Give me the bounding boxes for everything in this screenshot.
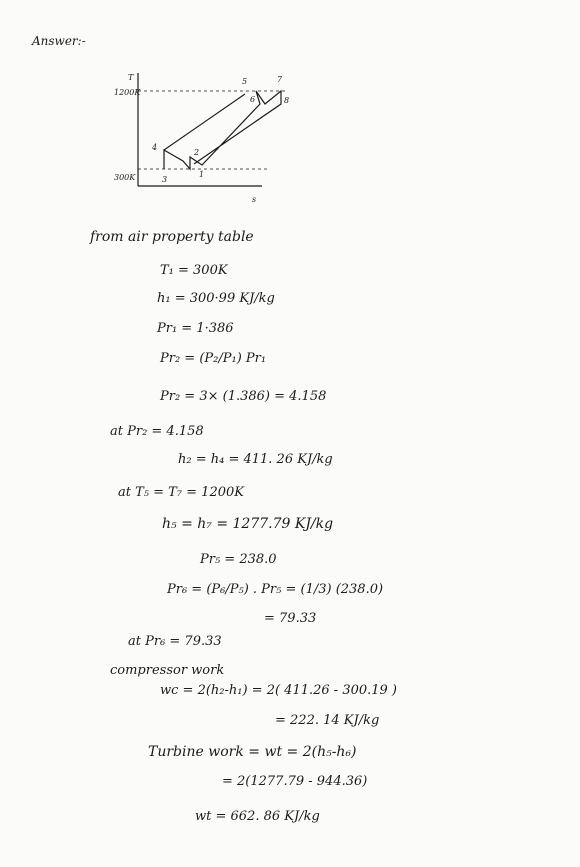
ts-diagram	[0, 0, 580, 230]
line-wt-value: wt = 662. 86 KJ/kg	[195, 809, 320, 824]
line-h1: h₁ = 300·99 KJ/kg	[157, 291, 275, 306]
state-1: 1	[199, 170, 205, 179]
line-at-pr2: at Pr₂ = 4.158	[110, 424, 204, 439]
line-wc-value: = 222. 14 KJ/kg	[275, 713, 380, 728]
answer-heading: Answer:-	[32, 34, 86, 48]
line-wt-expansion: = 2(1277.79 - 944.36)	[222, 774, 368, 789]
state-8: 8	[284, 96, 290, 105]
line-turbine-work: Turbine work = wt = 2(h₅-h₆)	[148, 744, 357, 760]
line-air-property-table: from air property table	[90, 229, 254, 245]
temp-low-label: 300K	[114, 173, 136, 182]
axis-label-s: s	[252, 195, 257, 204]
line-wc-formula: wc = 2(h₂-h₁) = 2( 411.26 - 300.19 )	[160, 683, 398, 698]
line-at-t5-t7: at T₅ = T₇ = 1200K	[118, 485, 244, 500]
upper-branch	[164, 94, 245, 150]
line-h5-h7: h₅ = h₇ = 1277.79 KJ/kg	[162, 516, 334, 532]
state-6: 6	[250, 95, 256, 104]
line-compressor-work-heading: compressor work	[110, 663, 225, 678]
line-at-pr6: at Pr₆ = 79.33	[128, 634, 222, 649]
temp-high-label: 1200K	[114, 88, 141, 97]
state-7: 7	[277, 75, 283, 84]
line-pr2-formula: Pr₂ = (P₂/P₁) Pr₁	[160, 351, 267, 366]
state-3: 3	[162, 175, 168, 184]
state-4: 4	[152, 143, 158, 152]
line-pr6-formula: Pr₆ = (P₆/P₅) . Pr₅ = (1/3) (238.0)	[167, 582, 384, 597]
axis-label-t: T	[128, 73, 134, 82]
line-pr5: Pr₅ = 238.0	[200, 552, 277, 567]
line-pr6-value: = 79.33	[264, 611, 317, 626]
cycle-path	[164, 91, 281, 169]
line-pr1: Pr₁ = 1·386	[157, 321, 234, 336]
state-2: 2	[194, 148, 200, 157]
line-t1: T₁ = 300K	[160, 263, 228, 278]
line-h2-h4: h₂ = h₄ = 411. 26 KJ/kg	[178, 452, 333, 467]
line-pr2-value: Pr₂ = 3× (1.386) = 4.158	[160, 389, 327, 404]
state-5: 5	[242, 77, 248, 86]
